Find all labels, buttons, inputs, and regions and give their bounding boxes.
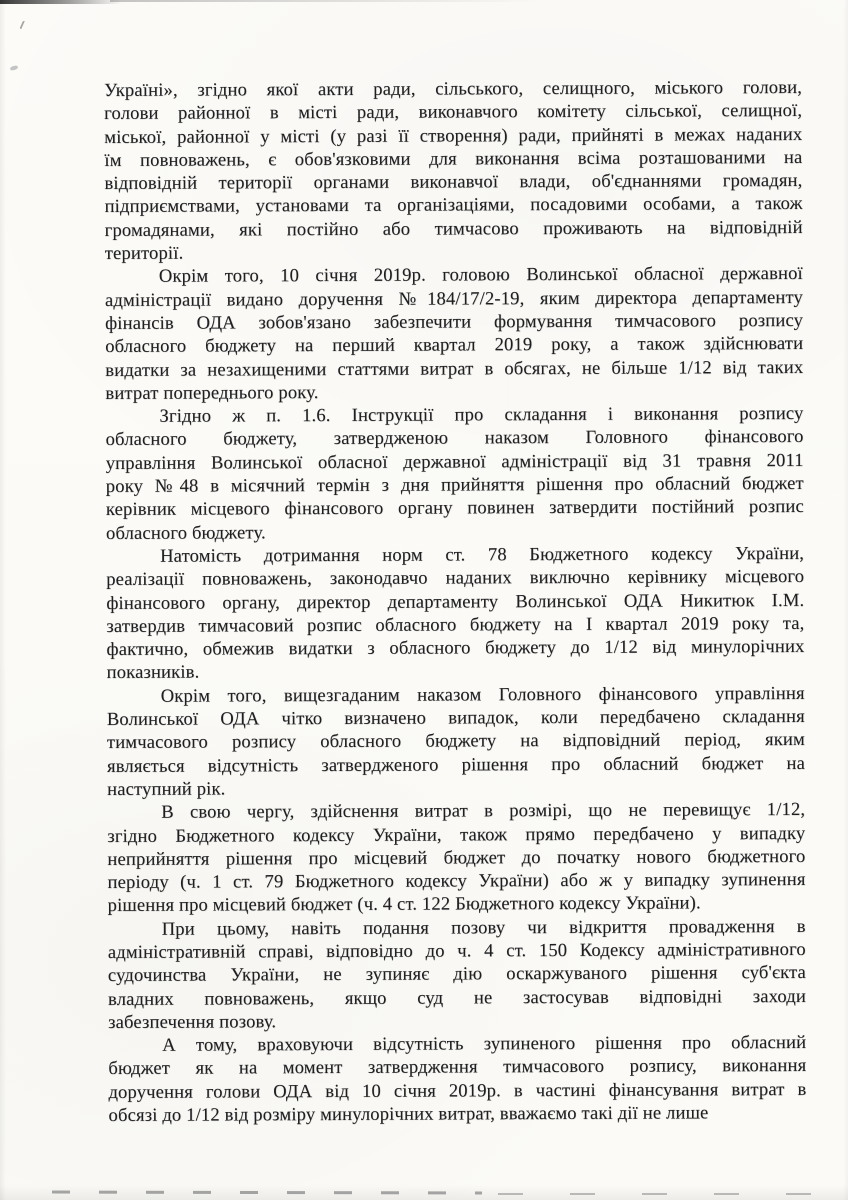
text-line: обласного бюджету на перший квартал 2019 року, а також здійснювати [105,333,804,358]
text-line: Натомість дотримання норм ст. 78 Бюджетного кодексу України, [160,542,805,567]
paragraph [108,915,807,1035]
text-line: Окрім того, вищезгаданим наказом Головного фінансового управління [160,682,805,707]
text-line: витрат попереднього року. [105,381,319,404]
text-line: керівник місцевого фінансового органу повинен затвердити постійний розпис [105,496,804,521]
paragraph [107,682,806,802]
text-line: тимчасового розпису обласного бюджету на відповідний період, яким [106,729,805,754]
paragraph [108,1031,806,1127]
text-line: затвердив тимчасовий розпис обласного бюджету на І квартал 2019 року та, [106,612,805,637]
text-line: А тому, враховуючи відсутність зупиненого рішення про обласний [162,1032,807,1056]
text-line: владних повноважень, якщо суд не застосував відповідні заходи [107,985,807,1010]
text-line: доручення голови ОДА від 10 січня 2019р. в частині фінансування витрат в [108,1078,807,1103]
text-line: території. [104,242,184,265]
text-line: управління Волинської обласної державної адміністрації від 31 травня 2011 [105,449,804,474]
paragraph [105,402,804,545]
text-line: Волинської ОДА чітко визначено випадок, коли передбачено складання [106,705,805,731]
text-line: являється відсутність затвердженого рішення про обласний бюджет на [106,752,806,777]
text-line: В свою чергу, здійснення витрат в розмірі, що не перевищує 1/12, [161,799,806,823]
text-line: Згідно ж п. 1.6. Інструкції про складання і виконання розпису [159,403,804,427]
scan-edge-right-shadow [843,0,848,1200]
scan-edge-left-shadow [0,0,6,1200]
text-line: наступний рік. [107,778,226,800]
text-line: адміністрації видано доручення №184/17/2-19, яким директора департаменту [104,286,804,311]
text-line: Окрім того, 10 січня 2019р. головою Волинської обласної державної [158,263,803,288]
text-line: обласного бюджету. [105,521,266,544]
text-line: міської, районної у місті (у разі її створення) ради, прийняті в межах наданих [104,123,803,148]
text-line: фінансів ОДА зобов'язано забезпечити формування тимчасового розпису [105,309,804,334]
scan-artifact-bottom-dashes [498,1193,833,1195]
scan-speck [19,20,27,30]
text-line: фактично, обмежив видатки з обласного бюджету до 1/12 від минулорічних [106,636,805,661]
text-line: періоду (ч. 1 ст. 79 Бюджетного кодексу України) або ж у випадку зупинення [107,869,806,894]
paragraph [105,262,804,405]
text-line: голови районної в місті ради, виконавчого комітету сільської, селищної, [104,100,803,125]
scan-speck [10,65,19,71]
text-line: При цьому, навіть подання позову чи відкриття провадження в [161,915,806,940]
text-line: показників. [106,662,200,684]
text-line: року №48 в місячний термін з дня прийняття рішення про обласний бюджет [105,472,804,498]
text-line: адміністративній справі, відповідно до ч. 4 ст. 150 Кодексу адміністративного [107,938,806,963]
text-line: бюджет як на момент затвердження тимчасового розпису, виконання [108,1055,807,1080]
text-line: реалізації повноважень, законодавчо наданих виключно керівнику місцевого [106,566,805,591]
paragraph [107,798,806,918]
text-line: забезпечення позову. [108,1011,277,1033]
scan-artifact-top-edge [0,0,122,4]
text-line: підприємствами, установами та організаціями, посадовими особами, а також [104,193,803,218]
text-line: Україні», згідно якої акти ради, сільського, селищного, міського голови, [104,76,803,101]
text-line: судочинства України, не зупиняє дію оскаржуваного рішення суб'єкта [107,962,806,987]
text-line: обсязі до 1/12 від розміру минулорічних витрат, вважаємо такі дії не лише [108,1102,709,1127]
text-line: фінансового органу, директор департаменту Волинської ОДА Никитюк І.М. [106,589,805,614]
text-line: рішення про місцевий бюджет (ч. 4 ст. 122 Бюджетного кодексу України). [107,892,701,917]
text-line: їм повноважень, є обов'язковими для виконання всіма розташованими на [104,146,803,171]
text-line: відповідній території органами виконавчої влади, об'єднаннями громадян, [104,170,803,195]
text-line: громадянами, які постійно або тимчасово проживають на відповідній [104,216,803,241]
text-line: видатки за незахищеними статтями витрат в обсягах, не більше 1/12 від таких [105,356,804,381]
document-text [104,76,807,1127]
paragraph [104,76,803,265]
paragraph [106,542,805,685]
text-line: обласного бюджету, затвердженою наказом Головного фінансового [105,426,804,451]
text-line: неприйняття рішення про місцевий бюджет до початку нового бюджетного [107,845,806,870]
text-line: згідно Бюджетного кодексу України, також прямо передбачено у випадку [107,822,806,847]
scan-artifact-top-edge-faint [110,0,540,2]
